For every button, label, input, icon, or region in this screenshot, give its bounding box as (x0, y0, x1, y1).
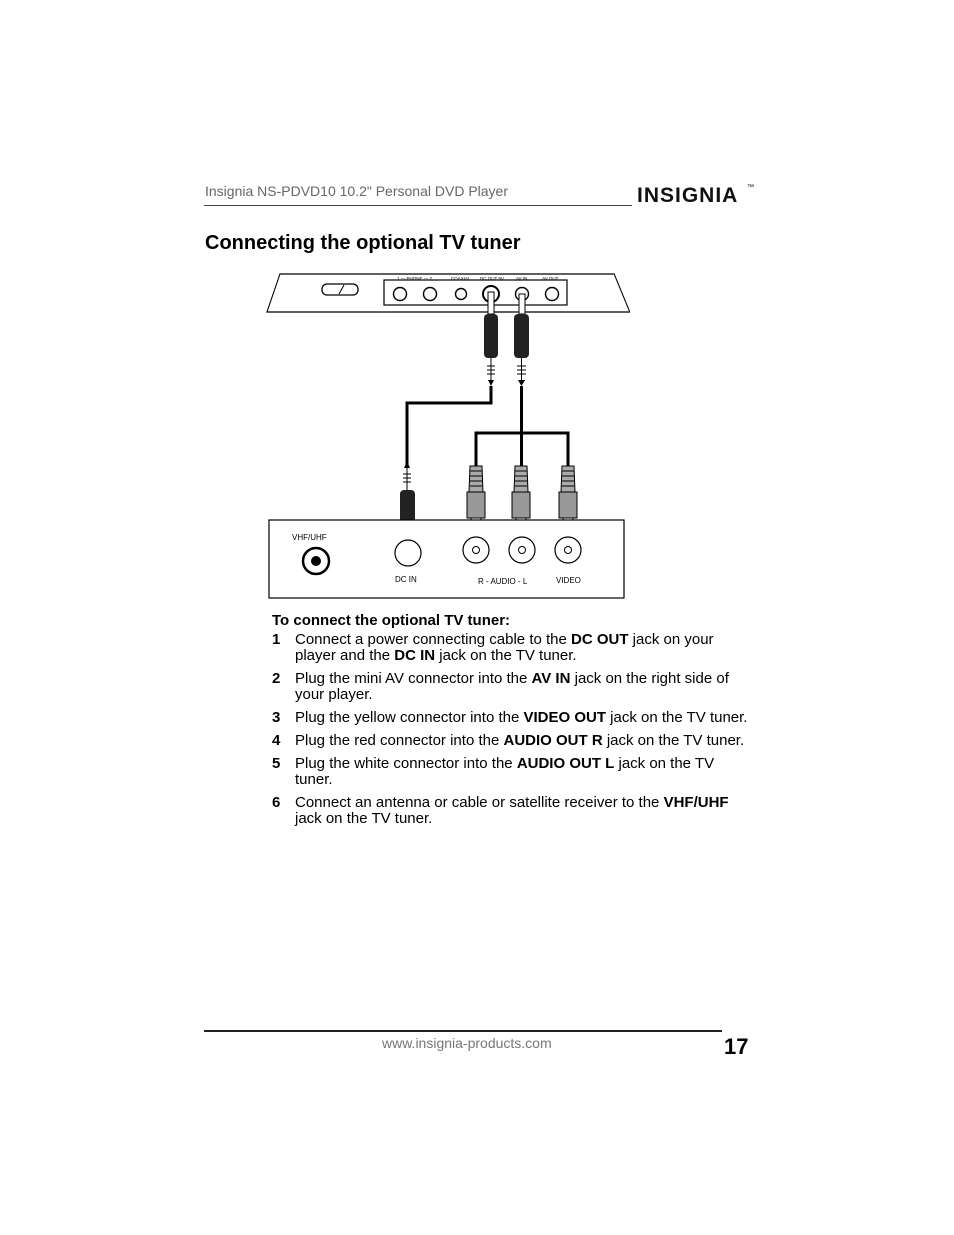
step-text: jack on the TV tuner. (606, 709, 748, 726)
phone-jack-2 (424, 288, 437, 301)
instruction-step (272, 632, 752, 664)
step-text: Connect a power connecting cable to the (295, 631, 572, 648)
step-emphasis: AUDIO OUT R (503, 732, 603, 749)
step-text: jack on your player and the (295, 631, 714, 664)
step-text: jack on the TV tuner. (295, 810, 433, 827)
instruction-step (272, 671, 752, 703)
running-header: Insignia NS-PDVD10 10.2" Personal DVD Player (205, 183, 508, 199)
page-number: 17 (724, 1034, 749, 1059)
footer-url: www.insignia-products.com (382, 1035, 552, 1051)
step-text: Plug the mini AV connector into the (295, 670, 532, 687)
step-number: 5 (272, 755, 281, 772)
step-number: 2 (272, 670, 281, 687)
insignia-logo (637, 184, 754, 210)
step-number: 6 (272, 794, 281, 811)
step-text: jack on the TV tuner. (602, 732, 745, 749)
step-emphasis: AUDIO OUT L (516, 755, 615, 772)
logo-trademark: ™ (747, 184, 754, 191)
step-text: Connect an antenna or cable or satellite receiver to the (295, 794, 664, 811)
player-jack-panel (384, 280, 567, 305)
step-text: Plug the yellow connector into the (295, 709, 524, 726)
label-dc-in: DC IN (395, 575, 417, 584)
tv-tuner-box (268, 519, 626, 600)
dc-cable (407, 386, 491, 464)
step-number: 1 (272, 631, 281, 648)
av-out-jack (546, 288, 559, 301)
label-video: VIDEO (556, 576, 581, 585)
instruction-step (272, 733, 752, 749)
step-emphasis: AV IN (531, 670, 571, 687)
player-switch (322, 284, 358, 295)
instruction-step (272, 710, 752, 726)
instruction-step (272, 795, 752, 827)
instructions-title: To connect the optional TV tuner: (272, 612, 511, 629)
label-av-in: AV IN (516, 276, 528, 281)
step-text: Plug the white connector into the (295, 755, 517, 772)
step-text: Plug the red connector into the (295, 732, 504, 749)
instruction-step (272, 756, 752, 788)
label-vhf-uhf: VHF/UHF (292, 533, 327, 542)
step-number: 4 (272, 732, 281, 749)
header-rule (204, 205, 632, 206)
step-number: 3 (272, 709, 281, 726)
step-emphasis: VHF/UHF (663, 794, 729, 811)
step-emphasis: DC IN (394, 647, 436, 664)
page-title: Connecting the optional TV tuner (205, 232, 521, 254)
step-emphasis: DC OUT (571, 631, 629, 648)
logo-wordmark: INSIGNIA (637, 184, 739, 207)
label-phone: 1 — PHONE — 2 (397, 276, 433, 281)
footer-rule (204, 1030, 722, 1032)
label-coaxial: COAXIAL (451, 276, 471, 281)
phone-jack-1 (394, 288, 407, 301)
step-text: jack on the TV tuner. (435, 647, 577, 664)
coaxial-jack (456, 289, 467, 300)
step-text: jack on the TV tuner. (295, 755, 715, 788)
label-audio: R - AUDIO - L (478, 577, 528, 586)
instructions-list (272, 632, 752, 834)
dc-in-jack (395, 540, 421, 566)
step-text: jack on the right side of your player. (295, 670, 729, 703)
label-dc-out: DC OUT 9V (480, 276, 504, 281)
label-av-out: AV OUT (542, 276, 559, 281)
step-emphasis: VIDEO OUT (523, 709, 606, 726)
